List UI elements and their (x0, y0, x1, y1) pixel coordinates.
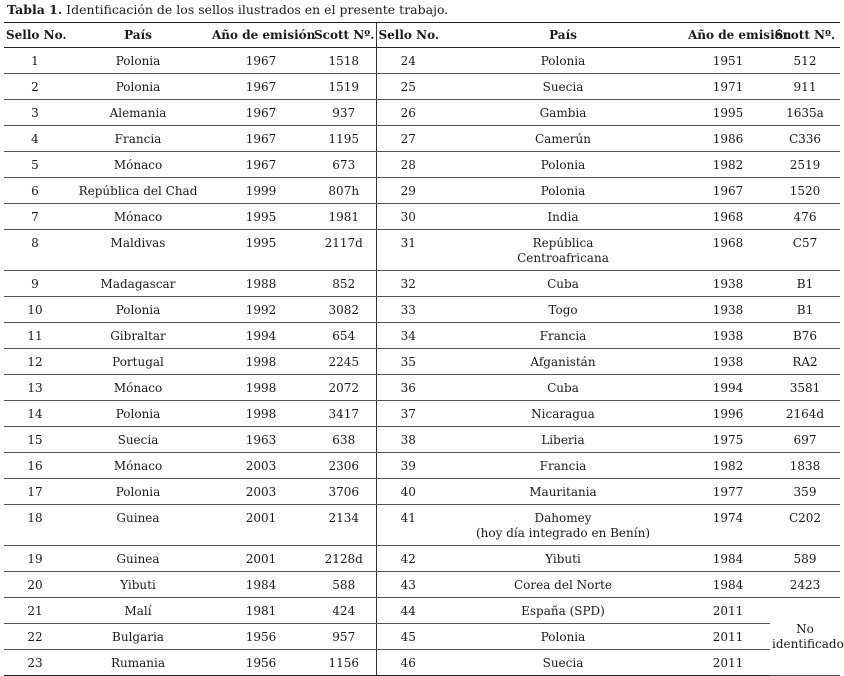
cell-sello-no: 39 (376, 453, 440, 479)
cell-scott: B76 (770, 323, 840, 349)
cell-sello-no: 44 (376, 598, 440, 624)
cell-pais: Francia (440, 323, 686, 349)
cell-sello-no: 19 (4, 546, 66, 572)
cell-sello-no: 42 (376, 546, 440, 572)
cell-ano: 1938 (686, 349, 770, 375)
cell-ano: 1998 (210, 349, 312, 375)
cell-sello-no: 35 (376, 349, 440, 375)
cell-ano: 1995 (686, 100, 770, 126)
table-row (4, 74, 840, 100)
cell-ano: 1971 (686, 74, 770, 100)
table-row (4, 598, 840, 624)
cell-no-identificado (770, 598, 844, 676)
cell-scott: 589 (770, 546, 840, 572)
cell-sello-no: 45 (376, 624, 440, 650)
cell-scott: 3082 (312, 297, 376, 323)
cell-pais: Mónaco (66, 375, 210, 401)
cell-ano: 1999 (210, 178, 312, 204)
cell-sello-no: 1 (4, 48, 66, 74)
cell-scott: 673 (312, 152, 376, 178)
cell-sello-no: 22 (4, 624, 66, 650)
header-ano-emision-2: Año de emisión (686, 23, 770, 48)
cell-sello-no: 30 (376, 204, 440, 230)
cell-sello-no: 34 (376, 323, 440, 349)
cell-sello-no: 5 (4, 152, 66, 178)
cell-scott: 2072 (312, 375, 376, 401)
cell-ano: 1967 (210, 126, 312, 152)
cell-ano: 2003 (210, 453, 312, 479)
header-scott-no-2: Scott Nº. (770, 23, 840, 48)
cell-scott: 476 (770, 204, 840, 230)
cell-ano: 1938 (686, 297, 770, 323)
cell-scott: 2245 (312, 349, 376, 375)
cell-sello-no: 3 (4, 100, 66, 126)
cell-sello-no: 16 (4, 453, 66, 479)
cell-scott: 2164d (770, 401, 840, 427)
cell-ano: 1967 (210, 48, 312, 74)
table-row (4, 48, 840, 74)
table-row (4, 572, 840, 598)
cell-pais: Rumania (66, 650, 210, 676)
pais-line: Dahomey (534, 511, 592, 525)
cell-pais: Francia (440, 453, 686, 479)
cell-sello-no: 25 (376, 74, 440, 100)
cell-scott: 1635a (770, 100, 840, 126)
cell-ano: 2001 (210, 546, 312, 572)
cell-pais: Polonia (66, 479, 210, 505)
cell-scott: 3706 (312, 479, 376, 505)
cell-pais: España (SPD) (440, 598, 686, 624)
cell-scott: 1838 (770, 453, 840, 479)
cell-pais (440, 505, 686, 546)
cell-pais: Cuba (440, 271, 686, 297)
cell-scott: 2519 (770, 152, 840, 178)
cell-sello-no: 9 (4, 271, 66, 297)
cell-scott: B1 (770, 297, 840, 323)
cell-scott: 512 (770, 48, 840, 74)
cell-pais (440, 230, 686, 271)
cell-pais: Suecia (440, 650, 686, 676)
table-row (4, 126, 840, 152)
cell-ano: 1977 (686, 479, 770, 505)
cell-sello-no: 10 (4, 297, 66, 323)
cell-sello-no: 18 (4, 505, 66, 546)
header-sello-no: Sello No. (4, 23, 66, 48)
cell-ano: 1975 (686, 427, 770, 453)
cell-sello-no: 27 (376, 126, 440, 152)
caption-label: Tabla 1. (7, 2, 63, 17)
cell-sello-no: 36 (376, 375, 440, 401)
cell-pais: Polonia (440, 624, 686, 650)
cell-ano: 1984 (686, 546, 770, 572)
cell-ano: 2003 (210, 479, 312, 505)
cell-scott: 1518 (312, 48, 376, 74)
cell-pais: Mónaco (66, 204, 210, 230)
cell-pais: Polonia (440, 152, 686, 178)
cell-pais: Guinea (66, 546, 210, 572)
cell-pais: Polonia (66, 48, 210, 74)
cell-ano: 1968 (686, 204, 770, 230)
table-row (4, 401, 840, 427)
table-row (4, 152, 840, 178)
cell-pais: República del Chad (66, 178, 210, 204)
cell-pais: Guinea (66, 505, 210, 546)
caption-text: Identificación de los sellos ilustrados en el presente trabajo. (62, 2, 449, 17)
cell-ano: 1998 (210, 375, 312, 401)
cell-ano: 1967 (686, 178, 770, 204)
cell-ano: 1995 (210, 204, 312, 230)
cell-ano: 2011 (686, 624, 770, 650)
cell-ano: 1994 (210, 323, 312, 349)
cell-pais: Liberia (440, 427, 686, 453)
cell-pais: Mauritania (440, 479, 686, 505)
cell-scott: 1156 (312, 650, 376, 676)
table-row (4, 427, 840, 453)
table-row (4, 204, 840, 230)
cell-pais: Nicaragua (440, 401, 686, 427)
cell-ano: 1967 (210, 74, 312, 100)
cell-scott: 807h (312, 178, 376, 204)
cell-ano: 1988 (210, 271, 312, 297)
cell-ano: 1967 (210, 100, 312, 126)
no-identificado-line: identificado (772, 636, 844, 651)
cell-ano: 1992 (210, 297, 312, 323)
cell-sello-no: 46 (376, 650, 440, 676)
cell-ano: 2011 (686, 598, 770, 624)
cell-sello-no: 24 (376, 48, 440, 74)
cell-ano: 1995 (210, 230, 312, 271)
table-body (4, 48, 844, 676)
cell-sello-no: 29 (376, 178, 440, 204)
cell-sello-no: 7 (4, 204, 66, 230)
cell-scott: 1195 (312, 126, 376, 152)
cell-scott: 424 (312, 598, 376, 624)
cell-scott: RA2 (770, 349, 840, 375)
cell-pais: Polonia (66, 74, 210, 100)
cell-scott: 2128d (312, 546, 376, 572)
table-row (4, 505, 840, 546)
cell-ano: 1963 (210, 427, 312, 453)
cell-pais: Suecia (66, 427, 210, 453)
cell-pais: Francia (66, 126, 210, 152)
table-row (4, 453, 840, 479)
cell-scott: 2423 (770, 572, 840, 598)
no-identificado-line: No (796, 621, 814, 636)
cell-scott: 1519 (312, 74, 376, 100)
cell-ano: 1956 (210, 650, 312, 676)
cell-pais: Maldivas (66, 230, 210, 271)
cell-pais: Yibuti (66, 572, 210, 598)
cell-scott: 937 (312, 100, 376, 126)
cell-scott: 3417 (312, 401, 376, 427)
table-row (4, 546, 840, 572)
table-row (4, 650, 840, 676)
cell-scott: 654 (312, 323, 376, 349)
cell-pais: Portugal (66, 349, 210, 375)
table-row (4, 271, 840, 297)
cell-ano: 1974 (686, 505, 770, 546)
cell-sello-no: 12 (4, 349, 66, 375)
header-ano-emision: Año de emisión (210, 23, 312, 48)
cell-scott: 2306 (312, 453, 376, 479)
cell-sello-no: 14 (4, 401, 66, 427)
cell-sello-no: 11 (4, 323, 66, 349)
cell-ano: 1998 (210, 401, 312, 427)
cell-pais: Cuba (440, 375, 686, 401)
header-scott-no: Scott Nº. (312, 23, 376, 48)
cell-pais: Mónaco (66, 453, 210, 479)
cell-sello-no: 23 (4, 650, 66, 676)
cell-pais: Malí (66, 598, 210, 624)
cell-scott: 2134 (312, 505, 376, 546)
cell-pais: Mónaco (66, 152, 210, 178)
header-row (4, 23, 840, 48)
cell-scott: 1520 (770, 178, 840, 204)
cell-pais: Bulgaria (66, 624, 210, 650)
cell-sello-no: 6 (4, 178, 66, 204)
cell-sello-no: 31 (376, 230, 440, 271)
cell-sello-no: 15 (4, 427, 66, 453)
cell-pais: Gibraltar (66, 323, 210, 349)
cell-pais: Suecia (440, 74, 686, 100)
cell-sello-no: 40 (376, 479, 440, 505)
cell-sello-no: 32 (376, 271, 440, 297)
cell-pais: Madagascar (66, 271, 210, 297)
table-row (4, 375, 840, 401)
cell-sello-no: 37 (376, 401, 440, 427)
cell-scott: 1981 (312, 204, 376, 230)
pais-line: Centroafricana (517, 251, 609, 265)
cell-scott: 2117d (312, 230, 376, 271)
cell-scott: 697 (770, 427, 840, 453)
stamps-table (4, 22, 844, 676)
cell-ano: 1968 (686, 230, 770, 271)
cell-ano: 2001 (210, 505, 312, 546)
cell-sello-no: 26 (376, 100, 440, 126)
table-row (4, 624, 840, 650)
cell-scott: 852 (312, 271, 376, 297)
cell-ano: 1982 (686, 152, 770, 178)
cell-pais: Polonia (440, 178, 686, 204)
cell-scott: 359 (770, 479, 840, 505)
cell-pais: Alemania (66, 100, 210, 126)
cell-ano: 1967 (210, 152, 312, 178)
cell-scott: B1 (770, 271, 840, 297)
cell-ano: 2011 (686, 650, 770, 676)
cell-pais: Polonia (66, 297, 210, 323)
cell-pais: Corea del Norte (440, 572, 686, 598)
cell-scott: C57 (770, 230, 840, 271)
cell-sello-no: 21 (4, 598, 66, 624)
cell-ano: 1984 (686, 572, 770, 598)
pais-line: República (532, 236, 594, 250)
cell-ano: 1956 (210, 624, 312, 650)
pais-line: (hoy día integrado en Benín) (475, 526, 651, 540)
cell-ano: 1996 (686, 401, 770, 427)
cell-scott: C202 (770, 505, 840, 546)
header-pais-2: País (440, 23, 686, 48)
table-row (4, 100, 840, 126)
cell-pais: Polonia (66, 401, 210, 427)
cell-sello-no: 33 (376, 297, 440, 323)
cell-scott: 911 (770, 74, 840, 100)
cell-ano: 1938 (686, 323, 770, 349)
cell-ano: 1938 (686, 271, 770, 297)
cell-ano: 1984 (210, 572, 312, 598)
cell-pais: Yibuti (440, 546, 686, 572)
cell-scott: 3581 (770, 375, 840, 401)
cell-sello-no: 4 (4, 126, 66, 152)
cell-sello-no: 43 (376, 572, 440, 598)
cell-ano: 1951 (686, 48, 770, 74)
cell-pais: Afganistán (440, 349, 686, 375)
header-pais: País (66, 23, 210, 48)
cell-ano: 1982 (686, 453, 770, 479)
cell-sello-no: 8 (4, 230, 66, 271)
cell-pais: Polonia (440, 48, 686, 74)
table-caption (7, 2, 448, 18)
cell-ano: 1981 (210, 598, 312, 624)
cell-sello-no: 2 (4, 74, 66, 100)
cell-sello-no: 38 (376, 427, 440, 453)
table-row (4, 479, 840, 505)
header-sello-no-2: Sello No. (376, 23, 440, 48)
cell-sello-no: 41 (376, 505, 440, 546)
table-row (4, 230, 840, 271)
cell-pais: Gambia (440, 100, 686, 126)
table-row (4, 297, 840, 323)
cell-sello-no: 28 (376, 152, 440, 178)
cell-pais: Togo (440, 297, 686, 323)
cell-scott: C336 (770, 126, 840, 152)
cell-sello-no: 20 (4, 572, 66, 598)
table-row (4, 323, 840, 349)
cell-sello-no: 17 (4, 479, 66, 505)
cell-pais: India (440, 204, 686, 230)
cell-scott: 588 (312, 572, 376, 598)
cell-scott: 638 (312, 427, 376, 453)
cell-ano: 1994 (686, 375, 770, 401)
cell-pais: Camerún (440, 126, 686, 152)
cell-scott: 957 (312, 624, 376, 650)
table-row (4, 349, 840, 375)
cell-sello-no: 13 (4, 375, 66, 401)
cell-ano: 1986 (686, 126, 770, 152)
table-row (4, 178, 840, 204)
